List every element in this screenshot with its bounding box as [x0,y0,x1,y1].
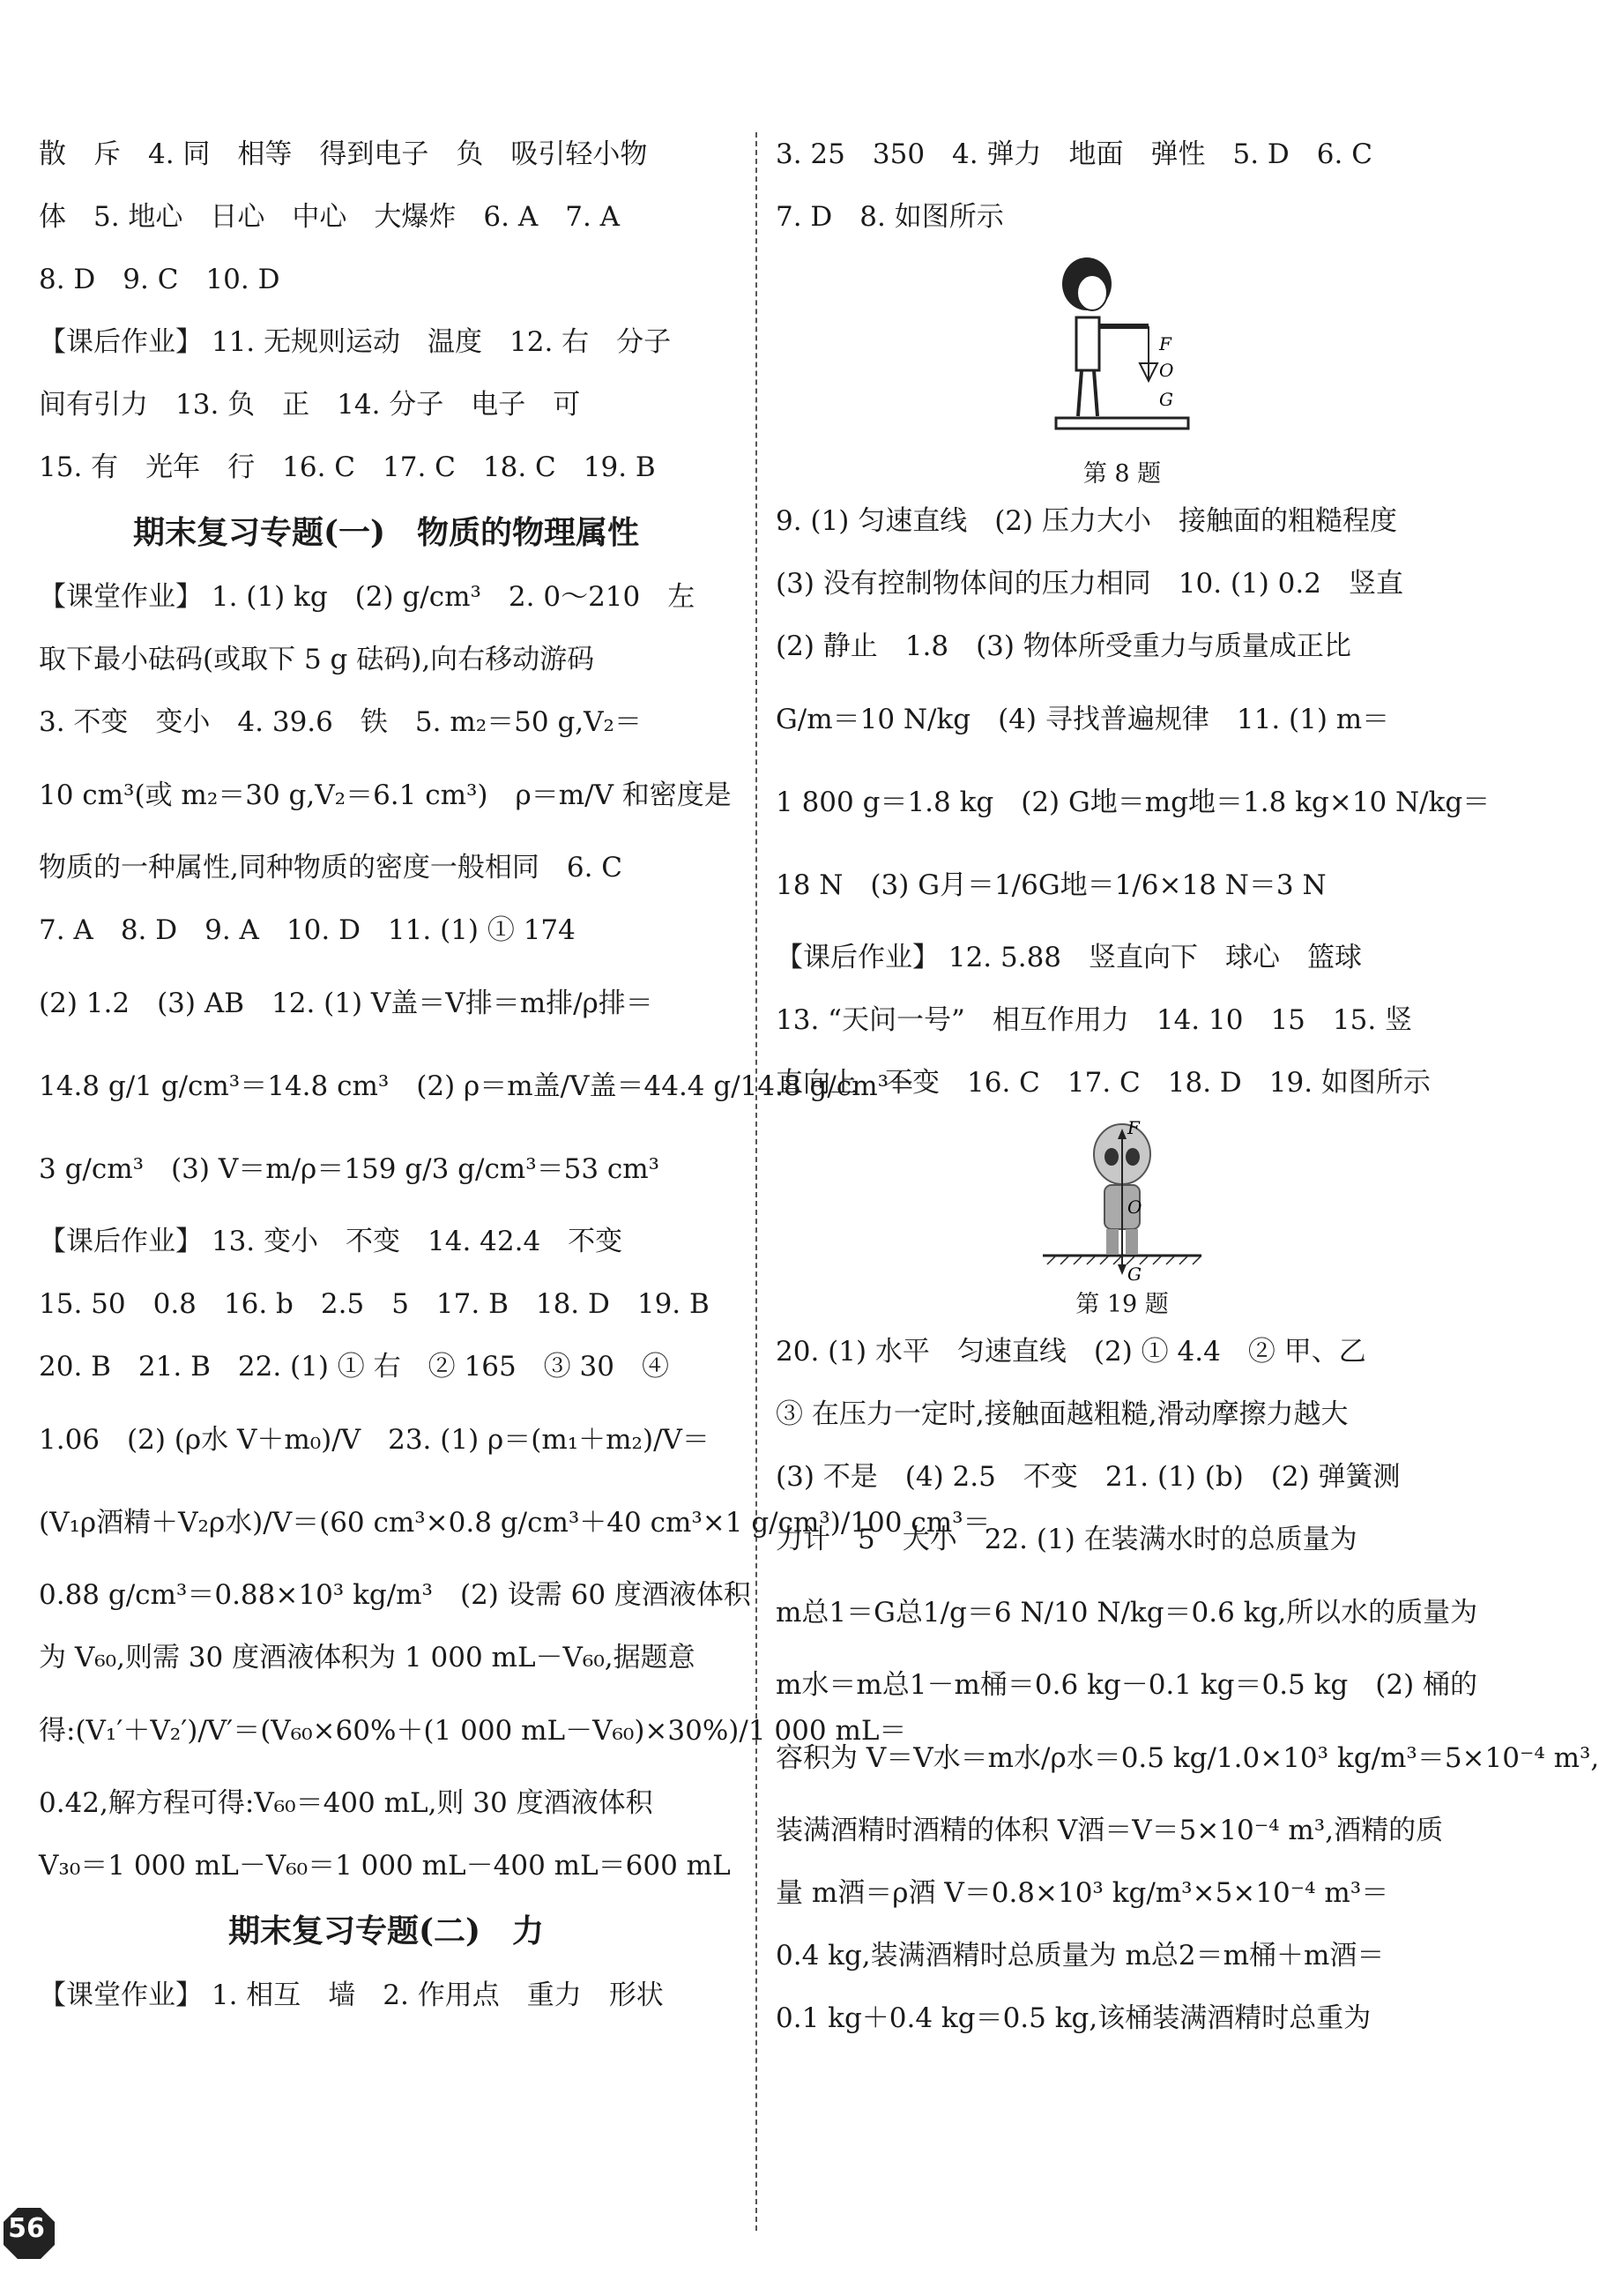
text-line: G/m＝10 N/kg (4) 寻找普遍规律 11. (1) m＝ [776,704,1390,735]
force-label-G: G [1159,389,1173,410]
page-number: 56 [8,2213,45,2244]
force-label-F: F [1159,333,1171,354]
text-line: 14.8 g/1 g/cm³＝14.8 cm³ (2) ρ＝m盖/V盖＝44.4 g/14.8 g/cm³＝ [39,1070,917,1102]
column-divider [755,132,757,2231]
person-force-diagram [1025,249,1219,451]
text-line: 15. 有 光年 行 16. C 17. C 18. C 19. B [39,451,656,483]
text-line: 1 800 g＝1.8 kg (2) G地＝mg地＝1.8 kg×10 N/kg＝ [776,786,1491,818]
text-line: 体 5. 地心 日心 中心 大爆炸 6. A 7. A [39,201,621,233]
figure-8 [776,249,1469,490]
text-line: 力计 5 大小 22. (1) 在装满水时的总质量为 [776,1524,1357,1555]
text-line: 得:(V₁′＋V₂′)/V′＝(V₆₀×60%＋(1 000 mL－V₆₀)×30%)/1 000 mL＝ [39,1715,907,1747]
text-line: (V₁ρ酒精＋V₂ρ水)/V＝(60 cm³×0.8 g/cm³＋40 cm³×1 g/cm³)/100 cm³＝ [39,1507,991,1539]
text-line: 20. B 21. B 22. (1) ① 右 ② 165 ③ 30 ④ [39,1351,669,1383]
text-line: 3. 25 350 4. 弹力 地面 弹性 5. D 6. C [776,138,1372,170]
text-line: 散 斥 4. 同 相等 得到电子 负 吸引轻小物 [39,138,648,170]
text-line: 【课后作业】 11. 无规则运动 温度 12. 右 分子 [39,326,672,358]
text-line: 取下最小砝码(或取下 5 g 砝码),向右移动游码 [39,644,595,675]
text-line: 13. “天问一号” 相互作用力 14. 10 15 15. 竖 [776,1004,1413,1036]
point-label-O: O [1159,360,1174,381]
force-label-F: F [1127,1117,1140,1138]
text-line: 【课后作业】 13. 变小 不变 14. 42.4 不变 [39,1226,623,1257]
text-line: 10 cm³(或 m₂＝30 g,V₂＝6.1 cm³) ρ＝m/V 和密度是 [39,779,732,811]
text-line: 【课堂作业】 1. (1) kg (2) g/cm³ 2. 0～210 左 [39,581,695,613]
mascot-force-diagram [1025,1114,1219,1285]
point-label-O: O [1127,1196,1142,1218]
text-line: 1.06 (2) (ρ水 V＋m₀)/V 23. (1) ρ＝(m₁＋m₂)/V＝ [39,1424,710,1456]
figure-caption: 第 8 题 [1082,460,1162,488]
text-line: (2) 1.2 (3) AB 12. (1) V盖＝V排＝m排/ρ排＝ [39,988,653,1019]
text-line: 18 N (3) G月＝1/6G地＝1/6×18 N＝3 N [776,869,1327,901]
text-line: 【课后作业】 12. 5.88 竖直向下 球心 篮球 [776,942,1363,973]
text-line: 直向上 不变 16. C 17. C 18. D 19. 如图所示 [776,1067,1431,1099]
text-line: 7. A 8. D 9. A 10. D 11. (1) ① 174 [39,914,576,946]
text-line: 15. 50 0.8 16. b 2.5 5 17. B 18. D 19. B [39,1288,710,1320]
text-line: 0.42,解方程可得:V₆₀＝400 mL,则 30 度酒液体积 [39,1787,653,1819]
section-heading: 期末复习专题(二) 力 [227,1912,545,1949]
text-line: 0.1 kg＋0.4 kg＝0.5 kg,该桶装满酒精时总重为 [776,2002,1372,2034]
text-line: V₃₀＝1 000 mL－V₆₀＝1 000 mL－400 mL＝600 mL [39,1850,731,1882]
text-line: 为 V₆₀,则需 30 度酒液体积为 1 000 mL－V₆₀,据题意 [39,1642,695,1674]
text-line: (3) 没有控制物体间的压力相同 10. (1) 0.2 竖直 [776,568,1403,600]
text-line: (3) 不是 (4) 2.5 不变 21. (1) (b) (2) 弹簧测 [776,1461,1401,1493]
text-line: 量 m酒＝ρ酒 V＝0.8×10³ kg/m³×5×10⁻⁴ m³＝ [776,1877,1389,1909]
text-line: m总1＝G总1/g＝6 N/10 N/kg＝0.6 kg,所以水的质量为 [776,1597,1478,1629]
text-line: 3 g/cm³ (3) V＝m/ρ＝159 g/3 g/cm³＝53 cm³ [39,1153,660,1185]
text-line: (2) 静止 1.8 (3) 物体所受重力与质量成正比 [776,630,1351,662]
text-line: m水＝m总1－m桶＝0.6 kg－0.1 kg＝0.5 kg (2) 桶的 [776,1669,1478,1701]
text-line: 【课堂作业】 1. 相互 墙 2. 作用点 重力 形状 [39,1979,664,2011]
text-line: 间有引力 13. 负 正 14. 分子 电子 可 [39,389,581,421]
text-line: 物质的一种属性,同种物质的密度一般相同 6. C [39,852,623,883]
text-line: ③ 在压力一定时,接触面越粗糙,滑动摩擦力越大 [776,1398,1349,1430]
text-line: 0.4 kg,装满酒精时总质量为 m总2＝m桶＋m酒＝ [776,1940,1385,1972]
text-line: 容积为 V＝V水＝m水/ρ水＝0.5 kg/1.0×10³ kg/m³＝5×10⁻⁴ m³, [776,1742,1599,1774]
text-line: 0.88 g/cm³＝0.88×10³ kg/m³ (2) 设需 60 度酒液体积 [39,1579,751,1611]
figure-19 [776,1114,1469,1321]
force-label-G: G [1127,1264,1142,1285]
text-line: 8. D 9. C 10. D [39,264,280,295]
text-line: 7. D 8. 如图所示 [776,201,1004,233]
text-line: 3. 不变 变小 4. 39.6 铁 5. m₂＝50 g,V₂＝ [39,706,642,738]
text-line: 20. (1) 水平 匀速直线 (2) ① 4.4 ② 甲、乙 [776,1336,1366,1368]
figure-caption: 第 19 题 [1075,1291,1169,1318]
text-line: 9. (1) 匀速直线 (2) 压力大小 接触面的粗糙程度 [776,505,1397,537]
section-heading: 期末复习专题(一) 物质的物理属性 [132,514,640,551]
right-column [776,123,1599,2050]
text-line: 装满酒精时酒精的体积 V酒＝V＝5×10⁻⁴ m³,酒精的质 [776,1815,1444,1846]
